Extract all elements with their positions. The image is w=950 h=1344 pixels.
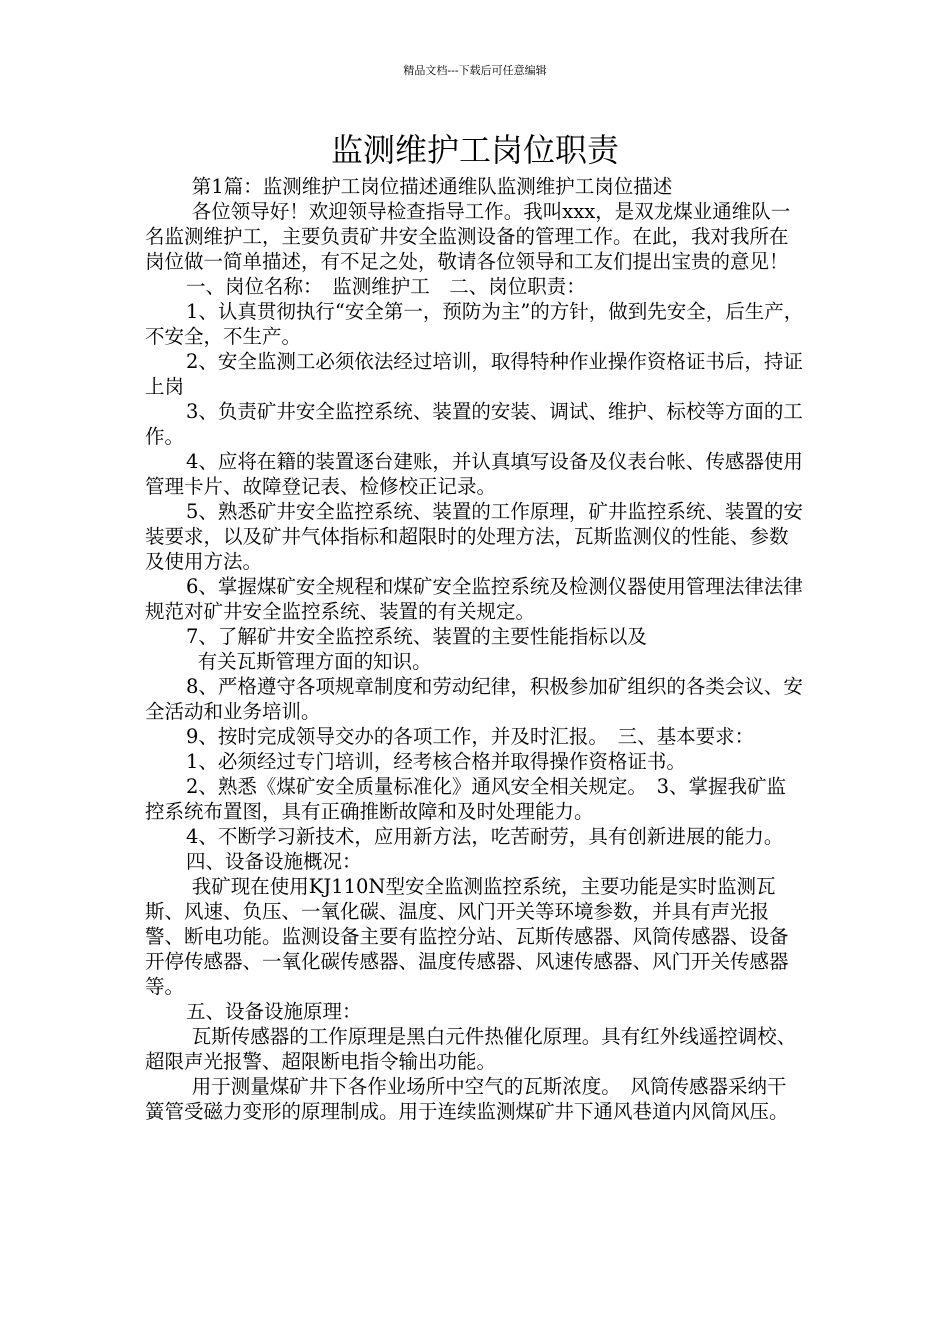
duty-item-7-continued: 有关瓦斯管理方面的知识。 xyxy=(197,650,432,673)
duct-sensor-principle: 用于测量煤矿井下各作业场所中空气的瓦斯浓度。 风筒传感器采纳干簧管受磁力变形的原理制成。用于连续监测煤矿井下通风巷道内风筒风压。 xyxy=(145,1075,789,1123)
duty-item-9: 9、按时完成领导交办的各项工作，并及时汇报。 三、基本要求： xyxy=(185,725,755,748)
requirement-item-2: 2、熟悉《煤矿安全质量标准化》通风安全相关规定。 3、掌握我矿监控系统布置图，具有正确推断故障和及时处理能力。 xyxy=(145,775,787,823)
page-header: 精品文档---下载后可任意编辑 xyxy=(403,64,547,77)
duty-item-6: 6、掌握煤矿安全规程和煤矿安全监控系统及检测仪器使用管理法律法律规范对矿井安全监控系统、装置的有关规定。 xyxy=(145,575,803,623)
duty-item-3: 3、负责矿井安全监控系统、装置的安装、调试、维护、标校等方面的工作。 xyxy=(145,400,803,448)
duty-item-5: 5、熟悉矿井安全监控系统、装置的工作原理，矿井监控系统、装置的安装要求，以及矿井气体指标和超限时的处理方法，瓦斯监测仪的性能、参数及使用方法。 xyxy=(145,500,803,573)
duty-item-4: 4、应将在籍的装置逐台建账，并认真填写设备及仪表台帐、传感器使用管理卡片、故障登记表、检修校正记录。 xyxy=(145,450,803,498)
gas-sensor-principle: 瓦斯传感器的工作原理是黑白元件热催化原理。具有红外线遥控调校、超限声光报警、超限断电指令输出功能。 xyxy=(145,1025,797,1073)
job-title-line: 一、岗位名称： 监测维护工 二、岗位职责： xyxy=(185,275,586,298)
principle-heading: 五、设备设施原理： xyxy=(185,1000,362,1023)
section-heading: 第1篇：监测维护工岗位描述通维队监测维护工岗位描述 xyxy=(191,175,673,198)
document-title: 监测维护工岗位职责 xyxy=(330,131,619,169)
requirement-item-1: 1、必须经过专门培训，经考核合格并取得操作资格证书。 xyxy=(185,750,686,773)
intro-paragraph: 各位领导好！欢迎领导检查指导工作。我叫xxx，是双龙煤业通维队一名监测维护工，主要负责矿井安全监测设备的管理工作。在此，我对我所在岗位做一简单描述，有不足之处，敬请各位领导和工友们提出宝贵的意见！ xyxy=(145,200,791,273)
equipment-heading: 四、设备设施概况： xyxy=(185,850,362,873)
duty-item-2: 2、安全监测工必须依法经过培训，取得特种作业操作资格证书后，持证上岗 xyxy=(145,350,803,398)
duty-item-1: 1、认真贯彻执行“安全第一，预防为主”的方针，做到先安全，后生产，不安全，不生产。 xyxy=(145,300,804,348)
document-body xyxy=(145,174,805,1124)
requirement-item-4: 4、不断学习新技术，应用新方法，吃苦耐劳，具有创新进展的能力。 xyxy=(185,825,784,848)
duty-item-8: 8、严格遵守各项规章制度和劳动纪律，积极参加矿组织的各类会议、安全活动和业务培训。 xyxy=(145,675,803,723)
duty-item-7: 7、了解矿井安全监控系统、装置的主要性能指标以及 xyxy=(185,625,647,648)
equipment-overview: 我矿现在使用KJ110N型安全监测监控系统，主要功能是实时监测瓦斯、风速、负压、一氧化碳、温度、风门开关等环境参数，并具有声光报警、断电功能。监测设备主要有监控分站、瓦斯传感器、风筒传感器、设备开停传感器、一氧化碳传感器、温度传感器、风速传感器、风门开关传感器等。 xyxy=(145,875,789,998)
